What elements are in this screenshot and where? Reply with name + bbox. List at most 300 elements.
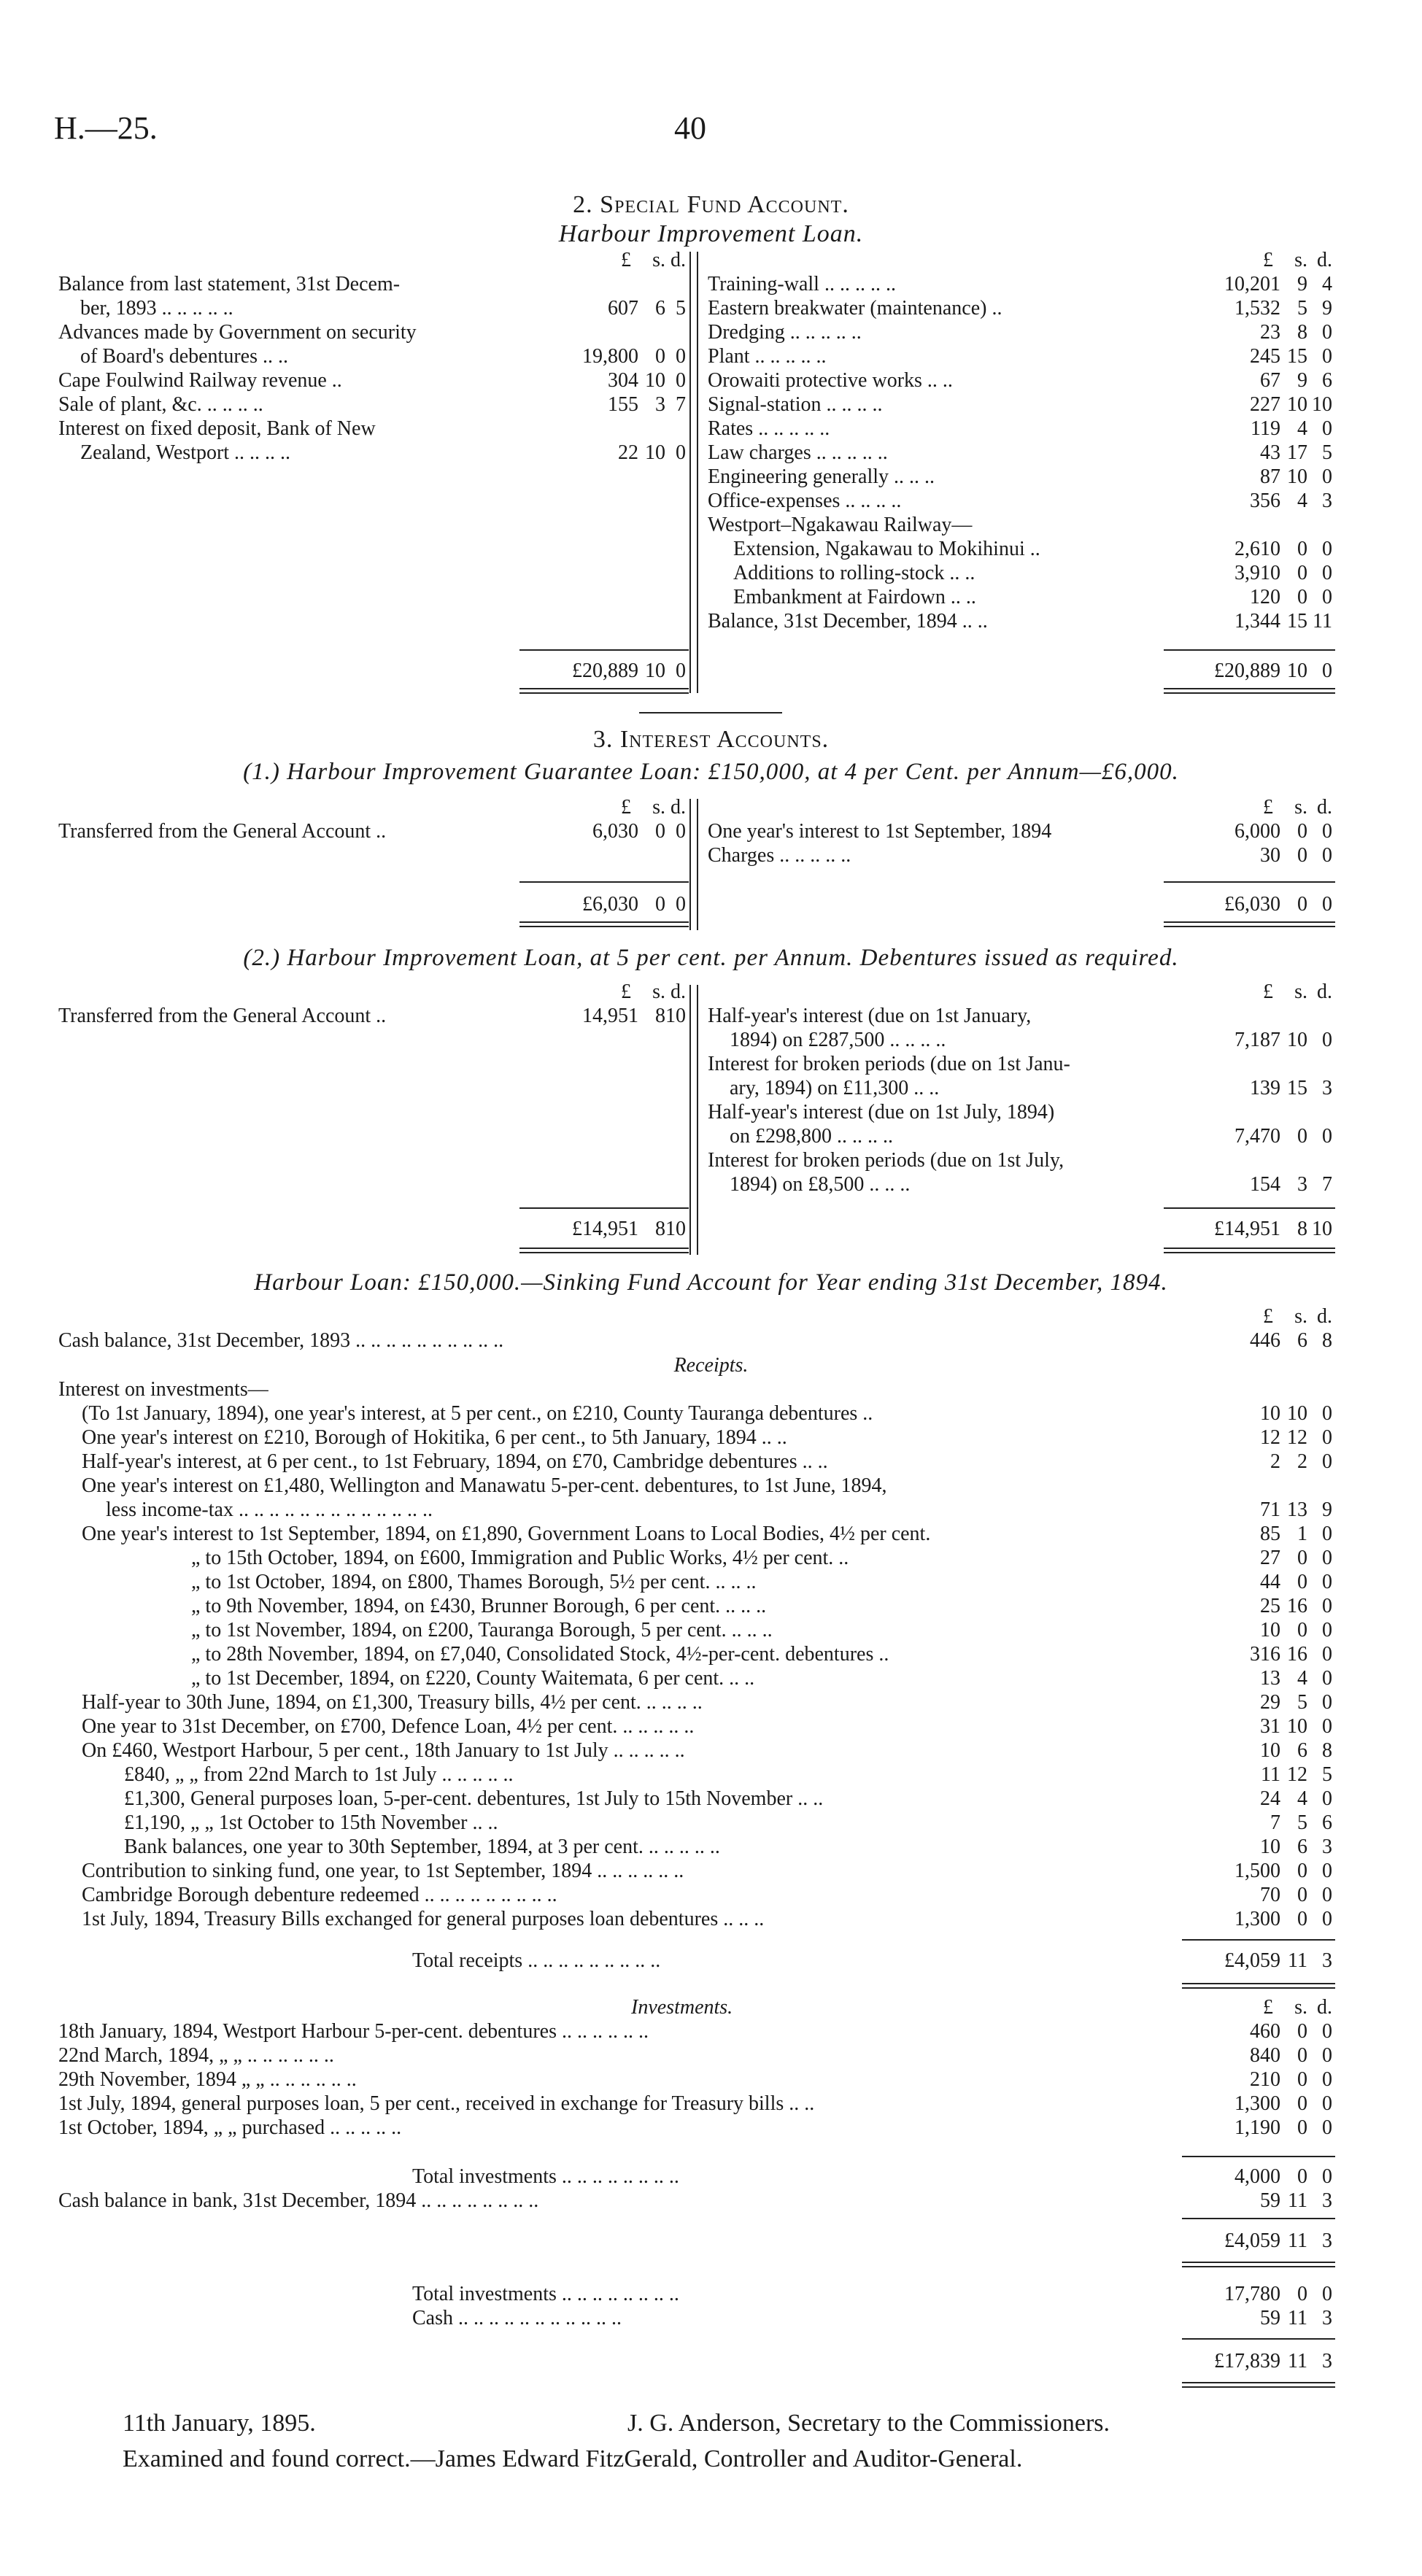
- s1-right-label-1: Charges .. .. .. .. ..: [708, 844, 851, 867]
- sk-row-5-pence: 0: [1322, 1523, 1332, 1545]
- s1-right-cur-s-label: s.: [1294, 796, 1307, 819]
- s1-left-total-rule: [519, 881, 689, 883]
- s1-left-pence: 0: [676, 820, 686, 843]
- s2-right-2-shillings: 0: [1297, 1125, 1307, 1148]
- sk-row-label-8: „ to 9th November, 1894, on £430, Brunner Borough, 6 per cent. .. .. ..: [191, 1595, 767, 1617]
- sk-row-label-5: One year's interest to 1st September, 1894, on £1,890, Government Loans to Local Bodies, 4½ per cent.: [82, 1523, 931, 1545]
- sk-investment-label-3: 1st July, 1894, general purposes loan, 5 per cent., received in exchange for Treasury bills .. ..: [58, 2092, 815, 2115]
- sk-total-receipts-shillings: 11: [1288, 1949, 1307, 1972]
- sf-right-3-pence: 0: [1322, 345, 1332, 368]
- sk-investment-0-pence: 0: [1322, 2020, 1332, 2043]
- sk-row-12-pence: 0: [1322, 1691, 1332, 1714]
- sf-right-label-3: Plant .. .. .. .. ..: [708, 345, 827, 368]
- sf-left-label-0: ber, 1893 .. .. .. .. ..: [80, 297, 233, 320]
- sk-row-6-shillings: 0: [1297, 1547, 1307, 1569]
- footer-date: 11th January, 1895.: [123, 2410, 316, 2437]
- sk-row-label-11: „ to 1st December, 1894, on £220, County Waitemata, 6 per cent. .. ..: [191, 1667, 755, 1690]
- sk-row-18-pence: 3: [1322, 1836, 1332, 1858]
- sk-sum2-shillings: 11: [1288, 2350, 1307, 2372]
- sk-row-label-16: £1,300, General purposes loan, 5-per-cent. debentures, 1st July to 15th November .. ..: [124, 1787, 824, 1810]
- sk-sum2-pence: 3: [1322, 2350, 1332, 2372]
- sk-row-label-18: Bank balances, one year to 30th September, 1894, at 3 per cent. .. .. .. .. ..: [124, 1836, 720, 1858]
- sk-investment-4-pence: 0: [1322, 2116, 1332, 2139]
- s1-right-label-0: One year's interest to 1st September, 1894: [708, 820, 1052, 843]
- sk-investment-1-pounds: 840: [1250, 2044, 1280, 2067]
- s2-left-double-rule: [519, 1248, 689, 1253]
- s2-right-1-pounds: 139: [1250, 1077, 1280, 1099]
- sf-left-label-2: Cape Foulwind Railway revenue ..: [58, 369, 342, 392]
- sf-right-13-shillings: 0: [1297, 586, 1307, 608]
- s1-left-pounds: 6,030: [592, 820, 638, 843]
- sk-row-label-7: „ to 1st October, 1894, on £800, Thames Borough, 5½ per cent. .. .. ..: [191, 1571, 757, 1593]
- sk-row-21-pence: 0: [1322, 1908, 1332, 1930]
- document-code: H.—25.: [54, 110, 158, 146]
- sk-row-label-2: Half-year's interest, at 6 per cent., to 1st February, 1894, on £70, Cambridge debentures .. ..: [82, 1450, 828, 1473]
- sk-row-label-20: Cambridge Borough debenture redeemed .. .. .. .. .. .. .. .. ..: [82, 1884, 557, 1906]
- s2-right-2-pounds: 7,470: [1234, 1125, 1280, 1148]
- s2-right-1-shillings: 15: [1287, 1077, 1307, 1099]
- sk-row-7-pounds: 44: [1260, 1571, 1280, 1593]
- sf-right-12-shillings: 0: [1297, 562, 1307, 584]
- s2-left-pence: 10: [665, 1005, 686, 1027]
- sk-row-15-pounds: 11: [1261, 1763, 1280, 1786]
- sf-left-1-pounds: 19,800: [582, 345, 638, 368]
- sk-summary-1-pounds: 59: [1260, 2307, 1280, 2329]
- sk-summary-label-0: Total investments .. .. .. .. .. .. .. ..: [412, 2283, 679, 2305]
- sf-left-label-4: Interest on fixed deposit, Bank of New: [58, 417, 376, 440]
- s1-right-1-shillings: 0: [1297, 844, 1307, 867]
- s2-right-total-pounds: £14,951: [1214, 1218, 1280, 1240]
- sk-row-5-pounds: 85: [1260, 1523, 1280, 1545]
- sf-left-2-shillings: 10: [645, 369, 665, 392]
- sf-right-label-13: Embankment at Fairdown .. ..: [733, 586, 976, 608]
- sk-total-investments-label: Total investments .. .. .. .. .. .. .. ..: [412, 2165, 679, 2188]
- sf-left-4-pounds: 22: [618, 441, 638, 464]
- sf-right-double-rule: [1164, 688, 1335, 694]
- s1-right-0-pence: 0: [1322, 820, 1332, 843]
- sk-row-label-4: less income-tax .. .. .. .. .. .. .. .. .. .. .. .. ..: [106, 1498, 433, 1521]
- sk-row-6-pounds: 27: [1260, 1547, 1280, 1569]
- s1-left-total-pence: 0: [676, 893, 686, 916]
- s2-right-label-1: ary, 1894) on £11,300 .. ..: [730, 1077, 940, 1099]
- s2-right-label-2: Half-year's interest (due on 1st July, 1894): [708, 1101, 1055, 1123]
- sf-right-label-5: Signal-station .. .. .. ..: [708, 393, 883, 416]
- s2-left-total-pounds: £14,951: [572, 1218, 638, 1240]
- sk-row-0-pence: 0: [1322, 1402, 1332, 1425]
- sk-row-label-12: Half-year to 30th June, 1894, on £1,300, Treasury bills, 4½ per cent. .. .. .. ..: [82, 1691, 703, 1714]
- s1-right-total-pence: 0: [1322, 893, 1332, 916]
- s2-right-3-pounds: 154: [1250, 1173, 1280, 1196]
- sf-right-7-pounds: 43: [1260, 441, 1280, 464]
- sk-row-11-pounds: 13: [1260, 1667, 1280, 1690]
- sf-right-7-pence: 5: [1322, 441, 1332, 464]
- sf-right-total-pence: 0: [1322, 660, 1332, 682]
- sf-right-5-pounds: 227: [1250, 393, 1280, 416]
- s1-left-shillings: 0: [655, 820, 665, 843]
- s2-left-rule: [689, 985, 691, 1255]
- sf-right-2-pence: 0: [1322, 321, 1332, 344]
- sf-left-cur-pound-sign: £: [621, 249, 631, 271]
- sk-total-investments-shillings: 0: [1297, 2165, 1307, 2188]
- s1-left-cur-s-label: s.: [652, 796, 665, 819]
- sk-row-4-pounds: 71: [1260, 1498, 1280, 1521]
- sf-left-1-pence: 0: [676, 345, 686, 368]
- sk-summary-0-shillings: 0: [1297, 2283, 1307, 2305]
- s2-right-total-shillings: 8: [1297, 1218, 1307, 1240]
- sf-right-4-shillings: 9: [1297, 369, 1307, 392]
- s1-right-cur-d-label: d.: [1317, 796, 1332, 819]
- sf-left-label-1: Advances made by Government on security: [58, 321, 417, 344]
- s2-left-total-shillings: 8: [655, 1218, 665, 1240]
- sk-investment-label-2: 29th November, 1894 „ „ .. .. .. .. .. ..: [58, 2068, 357, 2091]
- s2-left-total-rule: [519, 1207, 689, 1209]
- s2-right-0-shillings: 10: [1287, 1029, 1307, 1051]
- s2-right-2-pence: 0: [1322, 1125, 1332, 1148]
- sk-row-2-pounds: 2: [1270, 1450, 1280, 1473]
- sf-right-11-shillings: 0: [1297, 538, 1307, 560]
- s2-right-0-pence: 0: [1322, 1029, 1332, 1051]
- sk-row-10-pence: 0: [1322, 1643, 1332, 1666]
- sf-left-label-4: Zealand, Westport .. .. .. ..: [80, 441, 291, 464]
- sk-row-9-shillings: 0: [1297, 1619, 1307, 1641]
- sk-investment-0-shillings: 0: [1297, 2020, 1307, 2043]
- s1-left-cur-d-label: d.: [671, 796, 686, 819]
- s2-left-cur-pound-sign: £: [621, 980, 631, 1003]
- sf-right-8-pounds: 87: [1260, 465, 1280, 488]
- sk-row-9-pence: 0: [1322, 1619, 1332, 1641]
- sk-cash-balance-pence: 8: [1322, 1329, 1332, 1352]
- s2-right-label-0: 1894) on £287,500 .. .. .. ..: [730, 1029, 946, 1051]
- sk-investment-label-1: 22nd March, 1894, „ „ .. .. .. .. .. ..: [58, 2044, 334, 2067]
- sf-right-cur-d-label: d.: [1317, 249, 1332, 271]
- sf-right-label-9: Office-expenses .. .. .. ..: [708, 490, 902, 512]
- s2-right-0-pounds: 7,187: [1234, 1029, 1280, 1051]
- sk-row-18-shillings: 6: [1297, 1836, 1307, 1858]
- section-divider: [639, 712, 782, 713]
- sf-left-1-shillings: 0: [655, 345, 665, 368]
- sk-row-4-pence: 9: [1322, 1498, 1332, 1521]
- sk-row-label-13: One year to 31st December, on £700, Defence Loan, 4½ per cent. .. .. .. .. ..: [82, 1715, 695, 1738]
- s1-right-cur-pound-sign: £: [1263, 796, 1273, 819]
- sinking-fund-title: Harbour Loan: £150,000.—Sinking Fund Account for Year ending 31st December, 1894.: [254, 1269, 1168, 1296]
- s1-right-0-pounds: 6,000: [1234, 820, 1280, 843]
- sk-sum1-double-rule: [1182, 2262, 1335, 2267]
- sf-right-12-pounds: 3,910: [1234, 562, 1280, 584]
- sf-right-14-pounds: 1,344: [1234, 610, 1280, 633]
- sk-row-15-pence: 5: [1322, 1763, 1332, 1786]
- sk-row-4-shillings: 13: [1287, 1498, 1307, 1521]
- sf-right-0-shillings: 9: [1297, 273, 1307, 295]
- sf-right-6-pounds: 119: [1251, 417, 1280, 440]
- sk-summary-1-shillings: 11: [1288, 2307, 1307, 2329]
- sf-right-3-pounds: 245: [1250, 345, 1280, 368]
- sk-row-13-shillings: 10: [1287, 1715, 1307, 1738]
- s1-right-total-pounds: £6,030: [1224, 893, 1280, 916]
- s2-left-label: Transferred from the General Account ..: [58, 1005, 387, 1027]
- sf-right-0-pounds: 10,201: [1224, 273, 1280, 295]
- s2-right-label-1: Interest for broken periods (due on 1st Janu-: [708, 1053, 1070, 1075]
- sf-left-cur-s-label: s.: [652, 249, 665, 271]
- sf-left-cur-d-label: d.: [671, 249, 686, 271]
- s2-divider: [697, 985, 698, 1255]
- sk-row-label-19: Contribution to sinking fund, one year, to 1st September, 1894 .. .. .. .. .. ..: [82, 1860, 684, 1882]
- sf-right-9-pence: 3: [1322, 490, 1332, 512]
- sf-right-1-shillings: 5: [1297, 297, 1307, 320]
- sk-row-16-pence: 0: [1322, 1787, 1332, 1810]
- sk-row-10-pounds: 316: [1250, 1643, 1280, 1666]
- sk-row-21-shillings: 0: [1297, 1908, 1307, 1930]
- s2-right-label-3: Interest for broken periods (due on 1st July,: [708, 1149, 1064, 1172]
- sf-right-label-10: Westport–Ngakawau Railway—: [708, 514, 973, 536]
- sf-right-14-shillings: 15: [1287, 610, 1307, 633]
- sf-right-label-8: Engineering generally .. .. ..: [708, 465, 935, 488]
- sk-row-label-6: „ to 15th October, 1894, on £600, Immigration and Public Works, 4½ per cent. ..: [191, 1547, 849, 1569]
- s2-right-3-pence: 7: [1322, 1173, 1332, 1196]
- sk-row-15-shillings: 12: [1287, 1763, 1307, 1786]
- sf-right-1-pounds: 1,532: [1234, 297, 1280, 320]
- sk-row-8-pounds: 25: [1260, 1595, 1280, 1617]
- sk-row-label-10: „ to 28th November, 1894, on £7,040, Consolidated Stock, 4½-per-cent. debentures ..: [191, 1643, 889, 1666]
- s2-right-label-3: 1894) on £8,500 .. .. ..: [730, 1173, 911, 1196]
- sk-investment-label-4: 1st October, 1894, „ „ purchased .. .. .. .. ..: [58, 2116, 402, 2139]
- sf-left-double-rule: [519, 688, 689, 694]
- sf-left-3-shillings: 3: [655, 393, 665, 416]
- interest-sub2-title: (2.) Harbour Improvement Loan, at 5 per cent. per Annum. Debentures issued as required.: [243, 945, 1179, 971]
- sk-sum1-shillings: 11: [1288, 2229, 1307, 2252]
- s1-right-1-pence: 0: [1322, 844, 1332, 867]
- sk-total-receipts-pounds: £4,059: [1224, 1949, 1280, 1972]
- s2-right-total-pence: 10: [1312, 1218, 1332, 1240]
- s2-left-pounds: 14,951: [582, 1005, 638, 1027]
- sk-sum2-pounds: £17,839: [1214, 2350, 1280, 2372]
- sk-sum2-rule: [1182, 2338, 1335, 2340]
- sf-right-label-12: Additions to rolling-stock .. ..: [733, 562, 975, 584]
- sf-right-total-shillings: 10: [1287, 660, 1307, 682]
- sk-row-14-shillings: 6: [1297, 1739, 1307, 1762]
- sk-investment-3-pounds: 1,300: [1234, 2092, 1280, 2115]
- sk-inv-cur-d-label: d.: [1317, 1996, 1332, 2019]
- sf-right-8-shillings: 10: [1287, 465, 1307, 488]
- sk-row-9-pounds: 10: [1260, 1619, 1280, 1641]
- sk-row-2-pence: 0: [1322, 1450, 1332, 1473]
- sk-inv-cur-s-label: s.: [1294, 1996, 1307, 2019]
- sk-total-receipts-pence: 3: [1322, 1949, 1332, 1972]
- s2-right-cur-d-label: d.: [1317, 980, 1332, 1003]
- sk-receipts-heading: Receipts.: [673, 1354, 749, 1377]
- sk-cash-balance-label: Cash balance, 31st December, 1893 .. .. .. .. .. .. .. .. .. ..: [58, 1329, 504, 1352]
- sk-total-receipts-label: Total receipts .. .. .. .. .. .. .. .. ..: [412, 1949, 661, 1972]
- sk-row-17-pounds: 7: [1270, 1811, 1280, 1834]
- sk-row-20-pounds: 70: [1260, 1884, 1280, 1906]
- sf-right-total-pounds: £20,889: [1214, 660, 1280, 682]
- sk-row-16-shillings: 4: [1297, 1787, 1307, 1810]
- sk-investment-1-pence: 0: [1322, 2044, 1332, 2067]
- sk-row-17-pence: 6: [1322, 1811, 1332, 1834]
- sf-left-0-shillings: 6: [655, 297, 665, 320]
- sf-right-11-pounds: 2,610: [1234, 538, 1280, 560]
- sf-right-1-pence: 9: [1322, 297, 1332, 320]
- s2-right-total-rule: [1164, 1207, 1335, 1209]
- s2-left-cur-d-label: d.: [671, 980, 686, 1003]
- sf-right-label-4: Orowaiti protective works .. ..: [708, 369, 953, 392]
- sf-left-2-pence: 0: [676, 369, 686, 392]
- sk-row-12-shillings: 5: [1297, 1691, 1307, 1714]
- s2-right-double-rule: [1164, 1248, 1335, 1253]
- sf-right-12-pence: 0: [1322, 562, 1332, 584]
- sk-cash-balance-shillings: 6: [1297, 1329, 1307, 1352]
- sf-right-7-shillings: 17: [1287, 441, 1307, 464]
- sk-summary-0-pence: 0: [1322, 2283, 1332, 2305]
- sk-row-label-15: £840, „ „ from 22nd March to 1st July .. .. .. .. ..: [124, 1763, 514, 1786]
- s2-left-total-pence: 10: [665, 1218, 686, 1240]
- s1-left-total-shillings: 0: [655, 893, 665, 916]
- sk-row-label-17: £1,190, „ „ 1st October to 15th November .. ..: [124, 1811, 498, 1834]
- sf-right-cur-pound-sign: £: [1263, 249, 1273, 271]
- sk-row-12-pounds: 29: [1260, 1691, 1280, 1714]
- sk-sum1-rule: [1182, 2218, 1335, 2219]
- sf-right-total-rule: [1164, 649, 1335, 651]
- sk-row-label-9: „ to 1st November, 1894, on £200, Tauranga Borough, 5 per cent. .. .. ..: [191, 1619, 773, 1641]
- sf-right-4-pounds: 67: [1260, 369, 1280, 392]
- sf-left-label-1: of Board's debentures .. ..: [80, 345, 288, 368]
- s1-divider: [697, 799, 698, 930]
- sk-investment-0-pounds: 460: [1250, 2020, 1280, 2043]
- sf-right-label-11: Extension, Ngakawau to Mokihinui ..: [733, 538, 1040, 560]
- sk-cash-bank-pounds: 59: [1260, 2189, 1280, 2212]
- sk-sum1-pence: 3: [1322, 2229, 1332, 2252]
- sk-row-13-pounds: 31: [1260, 1715, 1280, 1738]
- sk-row-7-pence: 0: [1322, 1571, 1332, 1593]
- s2-right-1-pence: 3: [1322, 1077, 1332, 1099]
- sf-right-4-pence: 6: [1322, 369, 1332, 392]
- sk-investment-1-shillings: 0: [1297, 2044, 1307, 2067]
- sk-row-13-pence: 0: [1322, 1715, 1332, 1738]
- sf-right-9-shillings: 4: [1297, 490, 1307, 512]
- interest-accounts-title: 3. Interest Accounts.: [592, 726, 830, 753]
- sk-investment-2-shillings: 0: [1297, 2068, 1307, 2091]
- sk-row-20-pence: 0: [1322, 1884, 1332, 1906]
- sk-row-0-shillings: 10: [1287, 1402, 1307, 1425]
- sk-cash-bank-label: Cash balance in bank, 31st December, 1894 .. .. .. .. .. .. .. ..: [58, 2189, 539, 2212]
- sf-right-5-shillings: 10: [1287, 393, 1307, 416]
- sk-receipts-rule: [1182, 1939, 1335, 1941]
- sk-row-label-14: On £460, Westport Harbour, 5 per cent., 18th January to 1st July .. .. .. .. ..: [82, 1739, 685, 1762]
- s1-left-label: Transferred from the General Account ..: [58, 820, 387, 843]
- sf-left-0-pounds: 607: [608, 297, 638, 320]
- sf-left-rule: [689, 252, 691, 693]
- sk-investments-rule: [1182, 2156, 1335, 2157]
- sk-cash-balance-pounds: 446: [1250, 1329, 1280, 1352]
- sk-cur-d-label: d.: [1317, 1305, 1332, 1328]
- sk-row-14-pounds: 10: [1260, 1739, 1280, 1762]
- sf-right-label-0: Training-wall .. .. .. .. ..: [708, 273, 896, 295]
- sk-row-19-shillings: 0: [1297, 1860, 1307, 1882]
- sk-investment-2-pence: 0: [1322, 2068, 1332, 2091]
- s1-left-rule: [689, 799, 691, 930]
- sk-summary-1-pence: 3: [1322, 2307, 1332, 2329]
- sk-row-7-shillings: 0: [1297, 1571, 1307, 1593]
- s2-left-cur-s-label: s.: [652, 980, 665, 1003]
- footer-signature: J. G. Anderson, Secretary to the Commissioners.: [627, 2410, 1110, 2437]
- sf-right-label-6: Rates .. .. .. .. ..: [708, 417, 830, 440]
- sk-investment-2-pounds: 210: [1250, 2068, 1280, 2091]
- sk-inv-cur-pound-sign: £: [1263, 1996, 1273, 2019]
- sk-cur-pound-sign: £: [1263, 1305, 1273, 1328]
- sk-total-investments-pence: 0: [1322, 2165, 1332, 2188]
- s2-right-label-0: Half-year's interest (due on 1st January,: [708, 1005, 1032, 1027]
- sk-row-label-0: (To 1st January, 1894), one year's interest, at 5 per cent., on £210, County Tauranga debentures ..: [82, 1402, 873, 1425]
- s1-right-1-pounds: 30: [1260, 844, 1280, 867]
- s1-left-double-rule: [519, 921, 689, 927]
- sk-summary-0-pounds: 17,780: [1224, 2283, 1280, 2305]
- sf-left-label-3: Sale of plant, &c. .. .. .. ..: [58, 393, 263, 416]
- s1-right-double-rule: [1164, 921, 1335, 927]
- sf-right-9-pounds: 356: [1250, 490, 1280, 512]
- sf-right-label-7: Law charges .. .. .. .. ..: [708, 441, 888, 464]
- sk-row-1-pence: 0: [1322, 1426, 1332, 1449]
- sk-total-investments-pounds: 4,000: [1234, 2165, 1280, 2188]
- sf-left-total-pence: 0: [676, 660, 686, 682]
- sf-right-0-pence: 4: [1322, 273, 1332, 295]
- sk-investment-label-0: 18th January, 1894, Westport Harbour 5-per-cent. debentures .. .. .. .. .. ..: [58, 2020, 649, 2043]
- s1-left-cur-pound-sign: £: [621, 796, 631, 819]
- sf-left-3-pounds: 155: [608, 393, 638, 416]
- sf-left-label-0: Balance from last statement, 31st Decem-: [58, 273, 401, 295]
- interest-sub1-title: (1.) Harbour Improvement Guarantee Loan: £150,000, at 4 per Cent. per Annum—£6,000.: [243, 759, 1179, 785]
- sk-row-11-pence: 0: [1322, 1667, 1332, 1690]
- sf-right-14-pence: 11: [1313, 610, 1332, 633]
- sk-row-14-pence: 8: [1322, 1739, 1332, 1762]
- s1-right-total-shillings: 0: [1297, 893, 1307, 916]
- sk-row-19-pounds: 1,500: [1234, 1860, 1280, 1882]
- sf-right-6-pence: 0: [1322, 417, 1332, 440]
- sf-right-cur-s-label: s.: [1294, 249, 1307, 271]
- sf-right-11-pence: 0: [1322, 538, 1332, 560]
- sf-right-5-pence: 10: [1312, 393, 1332, 416]
- sf-divider: [697, 252, 698, 693]
- sf-left-0-pence: 5: [676, 297, 686, 320]
- sk-interest-heading: Interest on investments—: [58, 1378, 268, 1401]
- sf-right-label-2: Dredging .. .. .. .. ..: [708, 321, 862, 344]
- s1-left-total-pounds: £6,030: [582, 893, 638, 916]
- sk-cash-bank-shillings: 11: [1288, 2189, 1307, 2212]
- sk-row-label-21: 1st July, 1894, Treasury Bills exchanged for general purposes loan debentures .. .. ..: [82, 1908, 765, 1930]
- sk-row-label-3: One year's interest on £1,480, Wellington and Manawatu 5-per-cent. debentures, to 1st June, 1894,: [82, 1474, 887, 1497]
- s2-right-cur-pound-sign: £: [1263, 980, 1273, 1003]
- sk-row-8-shillings: 16: [1287, 1595, 1307, 1617]
- sk-investment-4-pounds: 1,190: [1234, 2116, 1280, 2139]
- sk-sum2-double-rule: [1182, 2382, 1335, 2388]
- sk-sum1-pounds: £4,059: [1224, 2229, 1280, 2252]
- sf-left-total-rule: [519, 649, 689, 651]
- sf-right-label-14: Balance, 31st December, 1894 .. ..: [708, 610, 988, 633]
- sk-row-21-pounds: 1,300: [1234, 1908, 1280, 1930]
- sk-row-5-shillings: 1: [1297, 1523, 1307, 1545]
- sf-left-3-pence: 7: [676, 393, 686, 416]
- sk-investment-3-pence: 0: [1322, 2092, 1332, 2115]
- footer-examined: Examined and found correct.—James Edward FitzGerald, Controller and Auditor-General.: [123, 2445, 1023, 2472]
- sf-left-4-pence: 0: [676, 441, 686, 464]
- sk-investments-heading: Investments.: [631, 1996, 733, 2019]
- sk-row-6-pence: 0: [1322, 1547, 1332, 1569]
- sf-right-2-pounds: 23: [1260, 321, 1280, 344]
- sk-row-0-pounds: 10: [1260, 1402, 1280, 1425]
- sk-row-16-pounds: 24: [1260, 1787, 1280, 1810]
- sf-right-3-shillings: 15: [1287, 345, 1307, 368]
- sk-row-19-pence: 0: [1322, 1860, 1332, 1882]
- sf-right-13-pence: 0: [1322, 586, 1332, 608]
- sk-row-10-shillings: 16: [1287, 1643, 1307, 1666]
